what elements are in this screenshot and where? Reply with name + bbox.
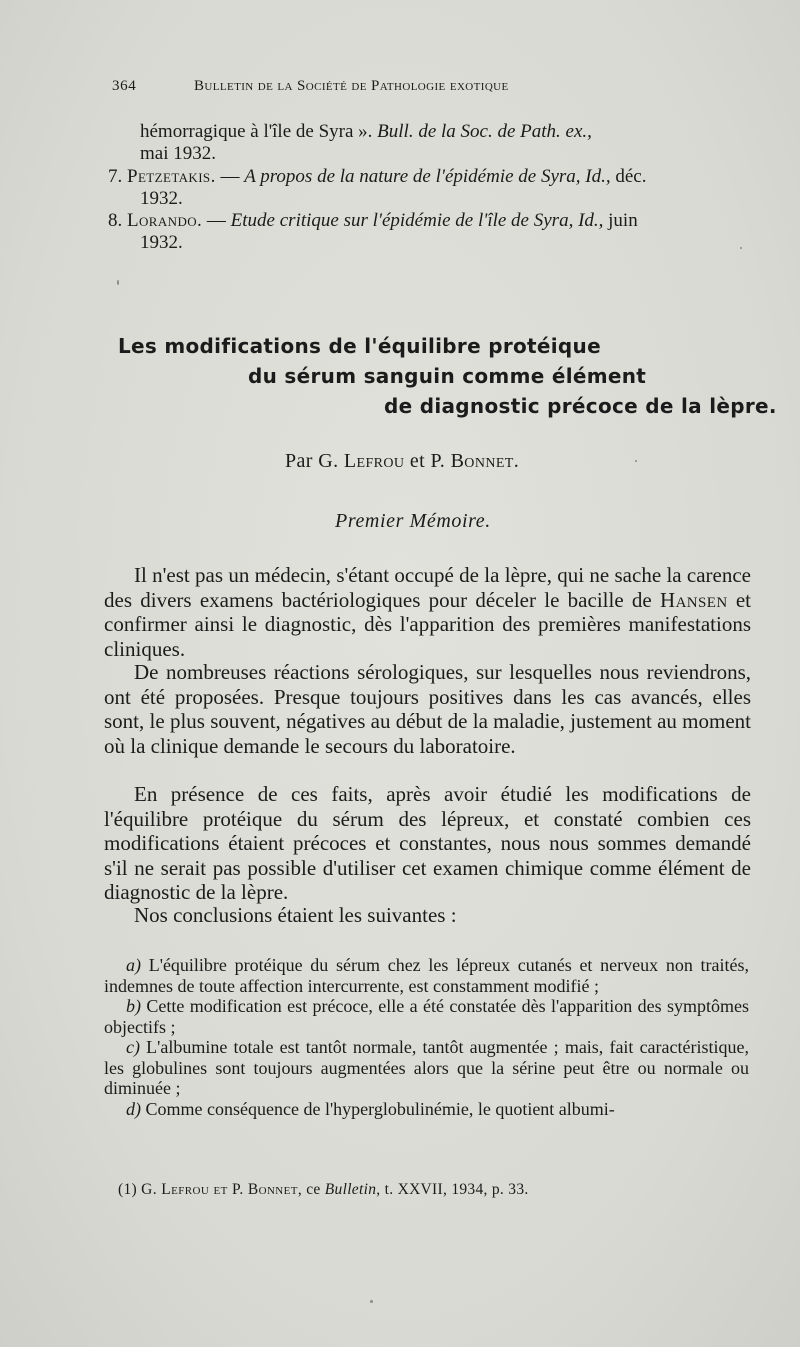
conclusion-item: d) Comme conséquence de l'hyperglobulinémie, le quotient albumi- xyxy=(126,1098,615,1119)
reference-continuation: hémorragique à l'île de Syra ». Bull. de la Soc. de Path. ex., mai 1932. xyxy=(140,121,592,164)
conclusions-list xyxy=(104,955,749,1119)
running-title: Bulletin de la Société de Pathologie exotique xyxy=(194,78,509,94)
reference-8: 8. Lorando. — Etude critique sur l'épidémie de l'île de Syra, Id., juin 1932. xyxy=(108,210,638,253)
body-paragraph-4: Nos conclusions étaient les suivantes : xyxy=(134,903,457,927)
section-heading: Premier Mémoire. xyxy=(335,510,491,532)
article-title-line-2: du sérum sanguin comme élément xyxy=(248,364,647,388)
article-authors: Par G. Lefrou et P. Bonnet. xyxy=(285,450,520,472)
body-paragraph-2: De nombreuses réactions sérologiques, sur lesquelles nous reviendrons, ont été proposées. Presque toujours positives dans les cas avancés, elles sont, le plus souvent, négatives au début de la maladie, justement au moment où la clinique demande le secours du laboratoire. xyxy=(104,660,751,758)
footnote: (1) G. Lefrou et P. Bonnet, ce Bulletin, t. XXVII, 1934, p. 33. xyxy=(118,1181,529,1198)
conclusion-item: b) Cette modification est précoce, elle a été constatée dès l'apparition des symptômes objectifs ; xyxy=(104,996,749,1037)
article-title-line-3: de diagnostic précoce de la lèpre. xyxy=(384,394,777,418)
body-paragraph-3: En présence de ces faits, après avoir étudié les modifications de l'équilibre protéique du sérum des lépreux, et constaté combien ces modifications étaient précoces et constantes, nous nous sommes demandé s'il ne serait pas possible d'utiliser cet examen chimique comme élément de diagnostic de la lèpre. xyxy=(104,782,751,905)
conclusion-item: c) L'albumine totale est tantôt normale, tantôt augmentée ; mais, fait caractéristique, les globulines sont toujours augmentées alors que la sérine peut être ou normale ou diminuée ; xyxy=(104,1037,749,1098)
running-head xyxy=(112,78,672,95)
conclusion-item: a) L'équilibre protéique du sérum chez les lépreux cutanés et nerveux non traités, indemnes de toute affection intercurrente, est constamment modifié ; xyxy=(104,955,749,996)
body-paragraph-1: Il n'est pas un médecin, s'étant occupé de la lèpre, qui ne sache la carence des divers examens bactériologiques pour déceler le bacille de Hansen et confirmer ainsi le diagnostic, dès l'apparition des premières manifestations cliniques. xyxy=(104,563,751,661)
reference-7: 7. Petzetakis. — A propos de la nature de l'épidémie de Syra, Id., déc. 1932. xyxy=(108,166,647,209)
page-number: 364 xyxy=(112,78,137,94)
article-title-line-1: Les modifications de l'équilibre protéique xyxy=(118,334,601,358)
